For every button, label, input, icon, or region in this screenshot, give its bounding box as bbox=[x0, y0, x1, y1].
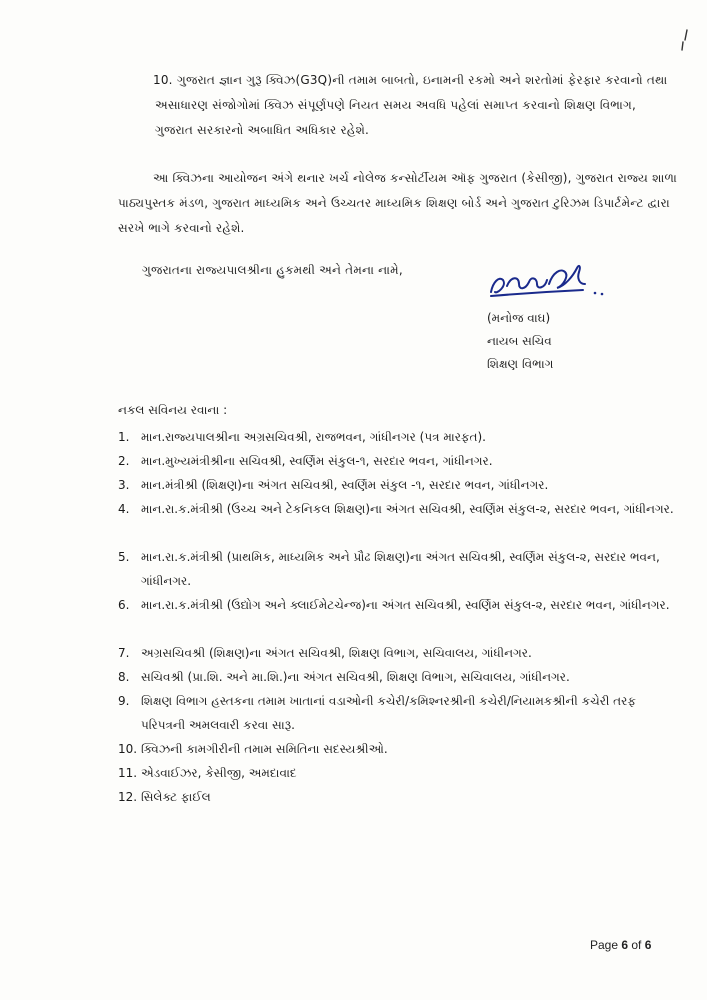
copy-item-text: એડવાઈઝર, કેસીજી, અમદાવાદ bbox=[141, 766, 297, 780]
copy-item-number: 11. bbox=[118, 766, 138, 780]
copy-item-text: અગ્રસચિવશ્રી (શિક્ષણ)ના અંગત સચિવશ્રી, શિક્ષણ વિભાગ, સચિવાલય, ગાંધીનગર. bbox=[141, 646, 532, 660]
copy-item-text: માન.મુખ્યમંત્રીશ્રીના સચિવશ્રી, સ્વર્ણિમ સંકુલ-૧, સરદાર ભવન, ગાંધીનગર. bbox=[141, 454, 493, 468]
copy-item-number: 5. bbox=[118, 550, 130, 564]
page-total: 6 bbox=[644, 938, 652, 952]
copy-item-text: માન.રા.ક.મંત્રીશ્રી (ઉદ્યોગ અને ક્લાઈમેટચેન્જ)ના અંગત સચિવશ્રી, સ્વર્ણિમ સંકુલ-૨, સરદાર ભવન, ગાંધીનગર. bbox=[141, 598, 670, 612]
copy-item-number: 7. bbox=[118, 646, 130, 660]
copy-item-text: માન.રા.ક.મંત્રીશ્રી (ઉચ્ચ અને ટેકનિકલ શિક્ષણ)ના અંગત સચિવશ્રી, સ્વર્ણિમ સંકુલ-૨, સરદાર ભવન, ગાંધીનગર. bbox=[141, 502, 674, 516]
pen-mark-icon bbox=[678, 28, 692, 52]
page-number-separator: of bbox=[628, 938, 645, 952]
copy-item-number: 3. bbox=[118, 478, 130, 492]
page-number-prefix: Page bbox=[590, 938, 622, 952]
copy-item-number: 12. bbox=[118, 790, 138, 804]
copy-item-text: ક્વિઝની કામગીરીની તમામ સમિતિના સદસ્યશ્રીઓ. bbox=[141, 742, 388, 756]
clause-10 bbox=[155, 68, 675, 143]
copy-item-number: 10. bbox=[118, 742, 138, 756]
copy-item-text: માન.રાજ્યપાલશ્રીના અગ્રસચિવશ્રી, રાજભવન, ગાંધીનગર (પત્ર મારફત). bbox=[141, 430, 486, 444]
signer-title: નાયબ સચિવ bbox=[487, 334, 552, 348]
signer-name: (મનોજ વાઘ) bbox=[487, 311, 551, 325]
copy-list-item bbox=[118, 665, 678, 689]
copy-list-item bbox=[118, 785, 678, 809]
copy-list-item bbox=[118, 689, 678, 737]
copy-item-text: સચિવશ્રી (પ્રા.શિ. અને મા.શિ.)ના અંગત સચિવશ્રી, શિક્ષણ વિભાગ, સચિવાલય, ગાંધીનગર. bbox=[141, 670, 570, 684]
page-current: 6 bbox=[621, 938, 629, 952]
copy-list-item bbox=[118, 641, 678, 665]
copy-list-item bbox=[118, 449, 678, 473]
copy-item-text: સિલેક્ટ ફાઈલ bbox=[141, 790, 211, 804]
copy-heading: નકલ સવિનય રવાના : bbox=[118, 403, 228, 417]
copy-item-text: માન.રા.ક.મંત્રીશ્રી (પ્રાથમિક, માધ્યમિક અને પ્રૌઢ શિક્ષણ)ના અંગત સચિવશ્રી, સ્વર્ણિમ સંકુલ-૨, સરદાર ભવન, ગાંધીનગર. bbox=[141, 550, 660, 588]
copy-list-item bbox=[118, 497, 678, 521]
funding-paragraph: આ ક્વિઝના આયોજન અંગે થનાર ખર્ચ નોલેજ કન્સોર્ટીયમ ઑફ ગુજરાત (કેસીજી), ગુજરાત રાજ્ય શાળા પાઠ્યપુસ્તક મંડળ, ગુજરાત માધ્યમિક અને ઉચ્ચતર માધ્યમિક શિક્ષણ બોર્ડ અને ગુજરાત ટુરિઝમ ડિપાર્ટમેન્ટ દ્વારા સરખે ભાગે કરવાનો રહેશે. bbox=[118, 171, 677, 235]
copy-item-number: 4. bbox=[118, 502, 130, 516]
copy-list-item bbox=[118, 545, 678, 593]
copy-list-item bbox=[118, 593, 678, 617]
order-line: ગુજરાતના રાજ્યપાલશ્રીના હુકમથી અને તેમના નામે, bbox=[142, 263, 403, 277]
copy-list-item bbox=[118, 761, 678, 785]
copy-list-item bbox=[118, 425, 678, 449]
signer-department: શિક્ષણ વિભાગ bbox=[487, 357, 554, 371]
copy-item-number: 9. bbox=[118, 694, 130, 708]
clause-number: 10. bbox=[153, 73, 173, 87]
copy-list-item bbox=[118, 473, 678, 497]
clause-text: ગુજરાત જ્ઞાન ગુરૂ ક્વિઝ(G3Q)ની તમામ બાબતો, ઇનામની રકમો અને શરતોમાં ફેરફાર કરવાનો તથા અસાધારણ સંજોગોમાં ક્વિઝ સંપૂર્ણપણે નિયત સમય અવધિ પહેલાં સમાપ્ત કરવાનો શિક્ષણ વિભાગ, ગુજરાત સરકારનો અબાધિત અધિકાર રહેશે. bbox=[155, 73, 668, 137]
copy-item-number: 2. bbox=[118, 454, 130, 468]
copy-item-number: 1. bbox=[118, 430, 130, 444]
page-number bbox=[590, 938, 651, 952]
copy-item-number: 6. bbox=[118, 598, 130, 612]
copy-item-text: માન.મંત્રીશ્રી (શિક્ષણ)ના અંગત સચિવશ્રી, સ્વર્ણિમ સંકુલ -૧, સરદાર ભવન, ગાંધીનગર. bbox=[141, 478, 549, 492]
copy-item-text: શિક્ષણ વિભાગ હસ્તકના તમામ ખાતાનાં વડાઓની કચેરી/કમિશ્નરશ્રીની કચેરી/નિયામકશ્રીની કચેરી તરફ પરિપત્રની અમલવારી કરવા સારૂ. bbox=[141, 694, 636, 732]
copy-list-item bbox=[118, 737, 678, 761]
signature-icon bbox=[485, 262, 615, 306]
copy-item-number: 8. bbox=[118, 670, 130, 684]
